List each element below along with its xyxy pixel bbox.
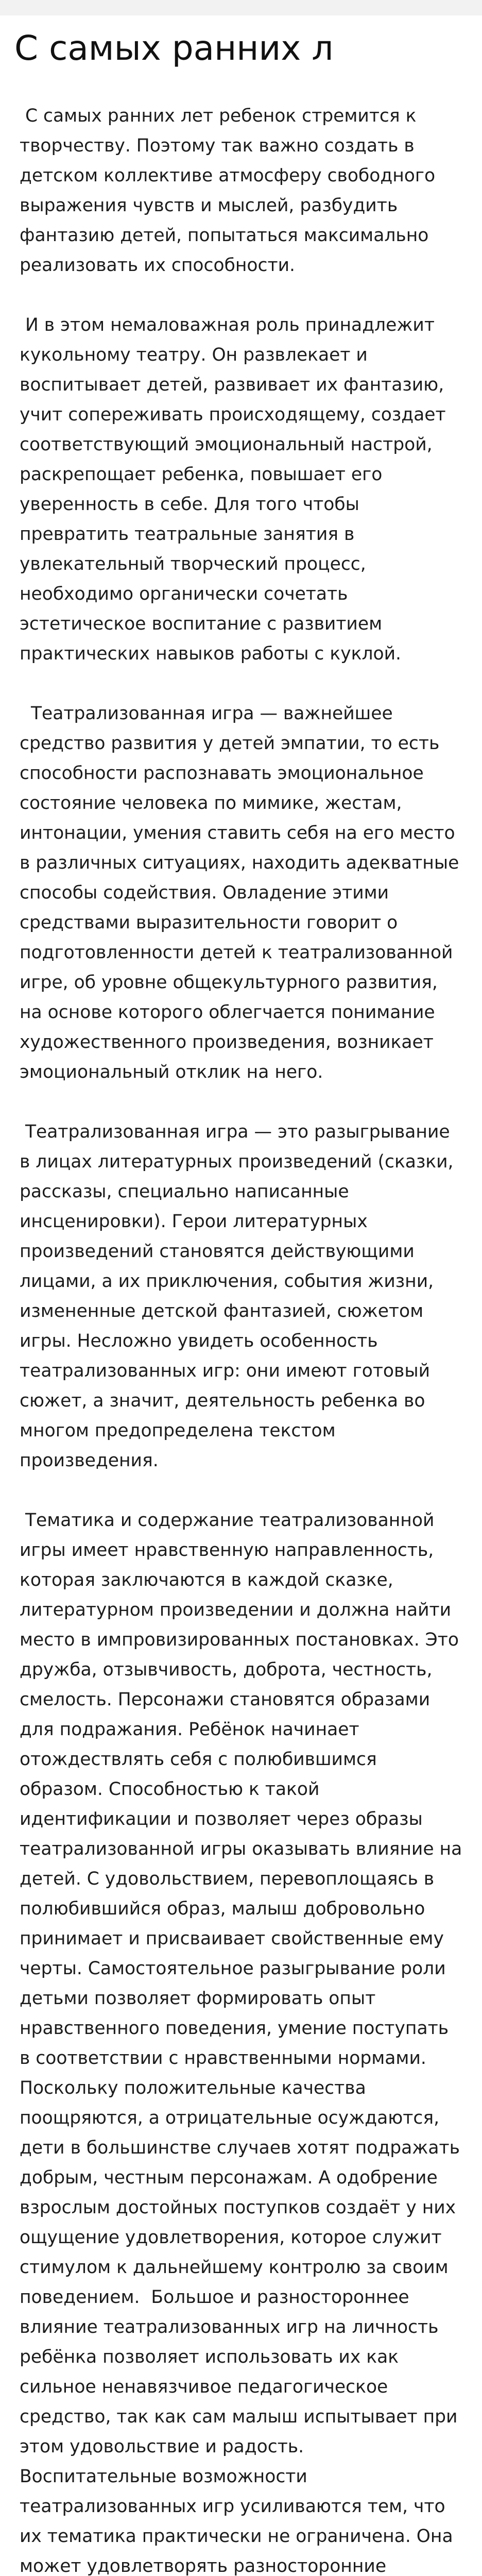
note-paragraph: Театрализованная игра — важнейшее средство развития у детей эмпатии, то есть способности распознавать эмоциональное состояние человека по мимике, жестам, интонации, умения ставить себя на его место в различных ситуациях, находить адекватные способы содействия. Овладение этими средствами выразительности говорит о подготовленности детей к театрализованной игре, об уровне общекультурного развития, на основе которого облегчается понимание художественного произведения, возникает эмоциональный отклик на него. [20,703,465,1082]
note-paragraph: Тематика и содержание театрализованной игры имеет нравственную направленность, которая заключаются в каждой сказке, литературном произведении и должна найти место в импровизированных постановках. Это дружба, отзывчивость, доброта, честность, смелость. Персонажи становятся образами для подражания. Ребёнок начинает отождествлять себя с полюбившимся образом. Способностью к такой идентификации и позволяет через образы театрализованной игры оказывать влияние на детей. С удовольствием, перевоплощаясь в полюбившийся образ, малыш добровольно принимает и присваивает свойственные ему черты. Самостоятельное разыгрывание роли детьми позволяет формировать опыт нравственного поведения, умение поступать в соответствии с нравственными нормами. Поскольку положительные качества поощряются, а отрицательные осуждаются, дети в большинстве случаев хотят подражать добрым, честным персонажам. А одобрение взрослым достойных поступков создаёт у них ощущение удовлетворения, которое служит стимулом к дальнейшему контролю за своим поведением. Большое и разностороннее влияние театрализованных игр на личность ребёнка позволяет использовать их как сильное ненавязчивое педагогическое средство, так как сам малыш испытывает при этом удовольствие и радость. Воспитательные возможности театрализованных игр усиливаются тем, что их тематика практически не ограничена. Она может удовлетворять разносторонние [20,1510,462,2576]
note-paragraph: И в этом немаловажная роль принадлежит кукольному театру. Он развлекает и воспитывает детей, развивает их фантазию, учит сопереживать происходящему, создает соответствующий эмоциональный настрой, раскрепощает ребенка, повышает его уверенность в себе. Для того чтобы превратить театральные занятия в увлекательный творческий процесс, необходимо органически сочетать эстетическое воспитание с развитием практических навыков работы с куклой. [20,315,452,664]
note-paragraph: Театрализованная игра — это разыгрывание в лицах литературных произведений (сказки, рассказы, специально написанные инсценировки). Герои литературных произведений становятся действующими лицами, а их приключения, события жизни, измененные детской фантазией, сюжетом игры. Несложно увидеть особенность театрализованных игр: они имеют готовый сюжет, а значит, деятельность ребенка во многом предопределена текстом произведения. [20,1122,459,1471]
note-paragraph: С самых ранних лет ребенок стремится к творчеству. Поэтому так важно создать в детском коллективе атмосферу свободного выражения чувств и мыслей, разбудить фантазию детей, попытаться максимально реализовать их способности. [20,106,441,276]
top-strip [0,0,482,15]
note-body [20,101,463,2576]
note-title: С самых ранних л [14,28,334,68]
